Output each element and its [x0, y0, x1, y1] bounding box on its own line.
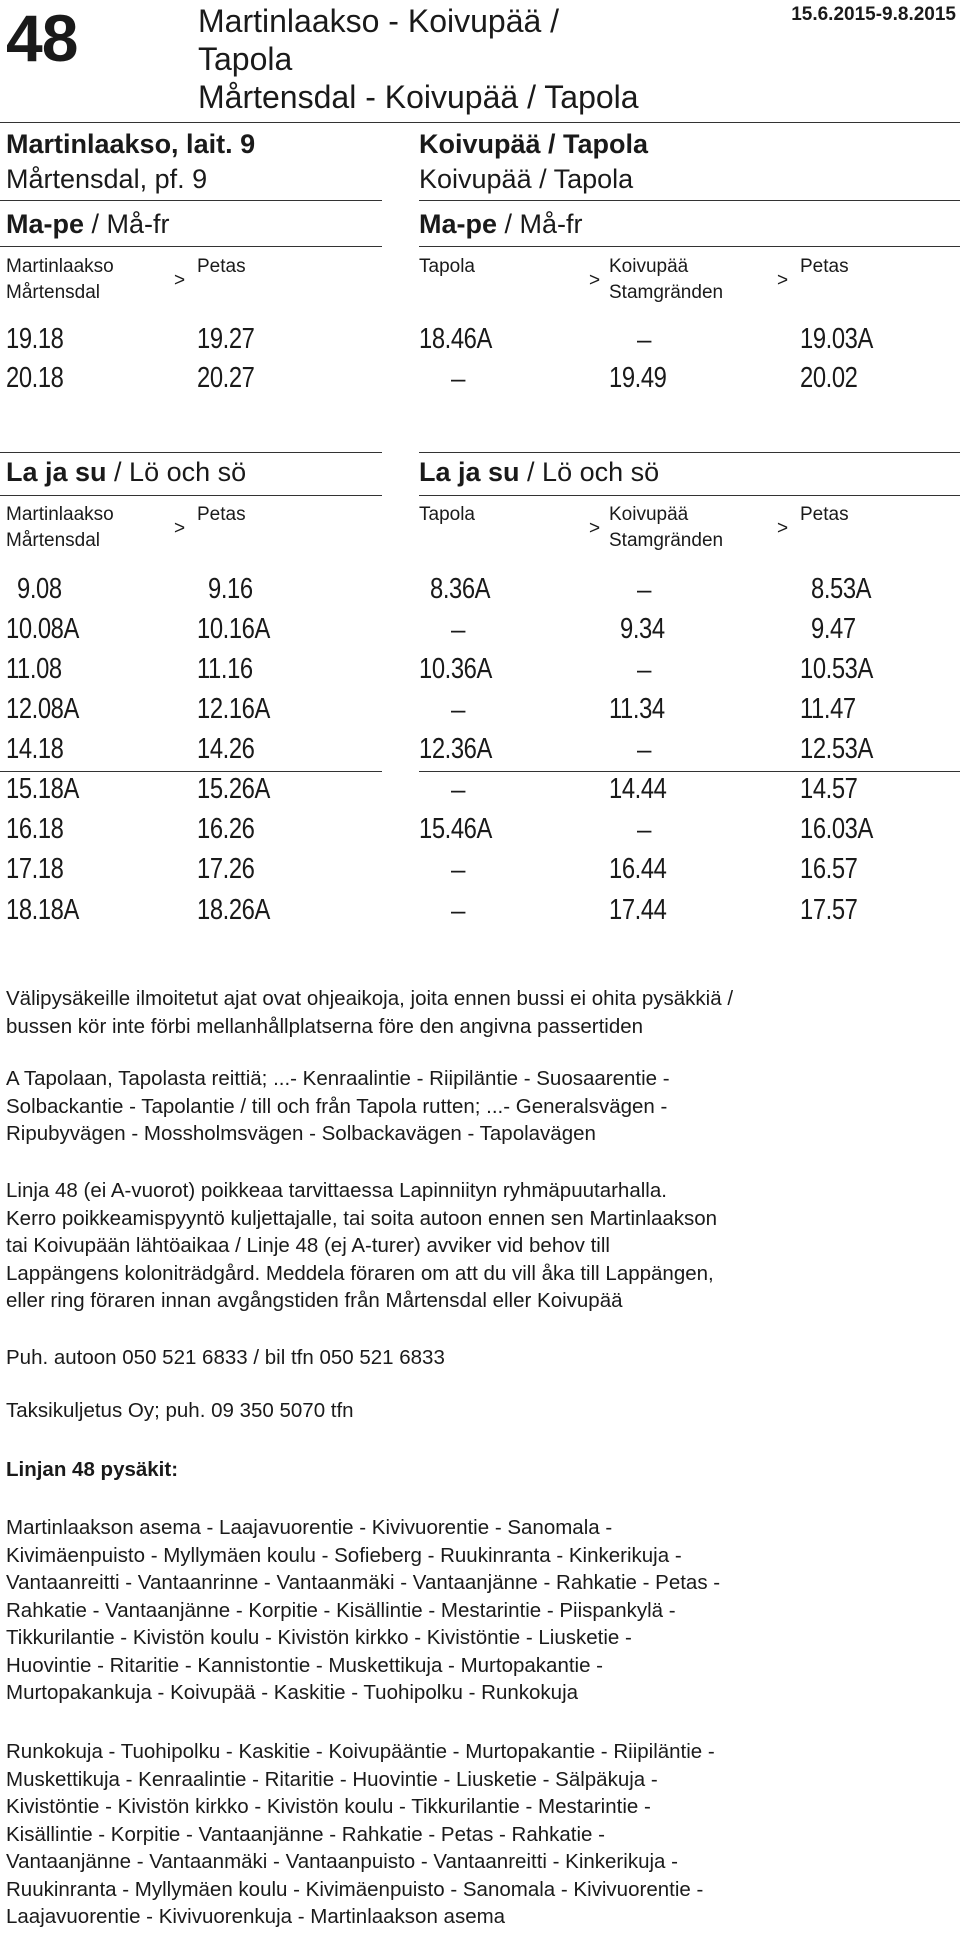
departure-time: 10.08A: [6, 613, 79, 645]
departure-time: 12.36A: [419, 733, 492, 765]
list-item: Laajavuorentie - Kivivuorenkuja - Martinlaakson asema: [6, 1905, 506, 1928]
col-header-koivupaa: Koivupää: [609, 504, 689, 525]
route-title-fi-line2: Tapola: [198, 41, 293, 77]
departure-time: 16.44: [609, 853, 667, 885]
departure-time: 14.18: [6, 733, 64, 765]
no-stop-dash: –: [637, 734, 652, 764]
col-header-koivupaa: Koivupää: [609, 256, 689, 277]
departure-time: 16.26: [197, 813, 255, 845]
departure-time: 18.18A: [6, 894, 79, 926]
note-line: Välipysäkeille ilmoitetut ajat ovat ohjeaikoja, joita ennen bussi ei ohita pysäkkiä /: [6, 987, 734, 1010]
note-on-demand-detour: [6, 1177, 717, 1315]
list-item: Rahkatie - Vantaanjänne - Korpitie - Kisällintie - Mestarintie - Piispankylä -: [6, 1598, 676, 1622]
no-stop-dash: –: [451, 363, 466, 393]
note-route-variant-a: [6, 1065, 670, 1148]
list-item: Vantaanreitti - Vantaanrinne - Vantaanmäki - Vantaanjänne - Rahkatie - Petas -: [6, 1571, 721, 1594]
departure-time: 14.57: [800, 773, 858, 805]
direction-divider-left: [0, 200, 382, 201]
departure-time: 8.53A: [811, 573, 872, 605]
stops-list-return: [6, 1738, 715, 1931]
route-title-fi-line1: Martinlaakso - Koivupää /: [198, 3, 560, 39]
departure-time: 11.47: [800, 693, 856, 725]
weekday-label-sv: / Må-fr: [497, 209, 583, 239]
note-line: Lappängens koloniträdgård. Meddela föraren om att du vill åka till Lappängen,: [6, 1261, 714, 1285]
list-item: Huovintie - Ritaritie - Kannistontie - Muskettikuja - Murtopakantie -: [6, 1653, 604, 1677]
list-item: Ruukinranta - Myllymäen koulu - Kivimäenpuisto - Sanomala - Kivivuorentie -: [6, 1877, 704, 1901]
note-line: A Tapolaan, Tapolasta reittiä; ...- Kenraalintie - Riipiläntie - Suosaarentie -: [6, 1067, 670, 1090]
no-stop-dash: –: [637, 814, 652, 844]
no-stop-dash: –: [637, 574, 652, 604]
list-item: Murtopakankuja - Koivupää - Kaskitie - Tuohipolku - Runkokuja: [6, 1681, 579, 1704]
departure-time: 17.44: [609, 894, 667, 926]
no-stop-dash: –: [451, 895, 466, 925]
departure-time: 11.16: [197, 653, 253, 685]
departure-time: 17.57: [800, 894, 858, 926]
header-divider: [0, 122, 960, 123]
col-header-petas: Petas: [197, 256, 246, 277]
departure-time: 19.03A: [800, 323, 873, 355]
departure-time: 11.08: [6, 653, 62, 685]
weekday-label-fi: Ma-pe: [419, 209, 498, 239]
departure-time: 12.08A: [6, 693, 79, 725]
direction-left-fi: Martinlaakso, lait. 9: [6, 129, 256, 159]
departure-time: 19.49: [609, 362, 667, 394]
departure-time: 10.53A: [800, 653, 873, 685]
col-header-martinlaakso: Martinlaakso: [6, 256, 114, 277]
departure-time: 9.08: [17, 573, 62, 605]
departure-time: 9.34: [620, 613, 665, 645]
departure-time: 20.18: [6, 362, 64, 394]
note-line: tai Koivupään lähtöaikaa / Linje 48 (ej A-turer) avviker vid behov till: [6, 1234, 610, 1257]
col-header-petas: Petas: [800, 504, 849, 525]
departure-time: 20.27: [197, 362, 255, 394]
arrow-icon: >: [174, 518, 186, 539]
departure-time: 16.03A: [800, 813, 873, 845]
operator-info: Taksikuljetus Oy; puh. 09 350 5070 tfn: [6, 1399, 354, 1422]
departure-time: 16.57: [800, 853, 858, 885]
departure-time: 17.18: [6, 853, 64, 885]
note-line: Ripubyvägen - Mossholmsvägen - Solbackavägen - Tapolavägen: [6, 1122, 596, 1145]
departure-time: 14.26: [197, 733, 255, 765]
afternoon-divider-right: [419, 771, 960, 772]
arrow-icon: >: [777, 270, 789, 291]
direction-right-sv: Koivupää / Tapola: [419, 164, 634, 194]
weekend-divider-left: [0, 495, 382, 496]
col-header-petas: Petas: [800, 256, 849, 277]
col-header-martensdal: Mårtensdal: [6, 530, 100, 551]
departure-time: 8.36A: [430, 573, 491, 605]
list-item: Runkokuja - Tuohipolku - Kaskitie - Koivupääntie - Murtopakantie - Riipiläntie -: [6, 1740, 715, 1763]
arrow-icon: >: [777, 518, 789, 539]
note-line: bussen kör inte förbi mellanhållplatserna före den angivna passertiden: [6, 1014, 644, 1038]
route-number: 48: [6, 1, 78, 75]
weekend-divider-top-right: [419, 452, 960, 453]
departure-time: 10.36A: [419, 653, 492, 685]
departure-time: 18.26A: [197, 894, 270, 926]
no-stop-dash: –: [637, 324, 652, 354]
col-header-tapola: Tapola: [419, 504, 475, 525]
direction-left-sv: Mårtensdal, pf. 9: [6, 164, 208, 194]
departure-time: 16.18: [6, 813, 64, 845]
arrow-icon: >: [589, 518, 601, 539]
weekend-label-fi: La ja su: [419, 457, 520, 487]
note-line: Kerro poikkeamispyyntö kuljettajalle, tai soita autoon ennen sen Martinlaakson: [6, 1206, 718, 1230]
departure-time: 12.53A: [800, 733, 873, 765]
weekend-label-sv: / Lö och sö: [106, 457, 247, 487]
no-stop-dash: –: [637, 654, 652, 684]
route-title-sv: Mårtensdal - Koivupää / Tapola: [198, 79, 639, 115]
list-item: Tikkurilantie - Kivistön koulu - Kivistön kirkko - Kivistöntie - Liusketie -: [6, 1626, 632, 1649]
list-item: Muskettikuja - Kenraalintie - Ritaritie - Huovintie - Liusketie - Sälpäkuja -: [6, 1767, 658, 1791]
departure-time: 14.44: [609, 773, 667, 805]
departure-time: 19.27: [197, 323, 255, 355]
note-line: Solbackantie - Tapolantie / till och från Tapola rutten; ...- Generalsvägen -: [6, 1094, 668, 1118]
weekday-label-left: [6, 208, 170, 240]
arrow-icon: >: [174, 270, 186, 291]
bus-phone: Puh. autoon 050 521 6833 / bil tfn 050 521 6833: [6, 1346, 445, 1369]
list-item: Kivimäenpuisto - Myllymäen koulu - Sofieberg - Ruukinranta - Kinkerikuja -: [6, 1543, 682, 1567]
departure-time: 17.26: [197, 853, 255, 885]
weekday-label-right: [419, 208, 583, 240]
stops-list-outbound: [6, 1514, 720, 1707]
no-stop-dash: –: [451, 694, 466, 724]
weekday-divider-left: [0, 246, 382, 247]
weekend-label-left: [6, 456, 246, 488]
list-item: Kisällintie - Korpitie - Vantaanjänne - Rahkatie - Petas - Rahkatie -: [6, 1822, 605, 1846]
weekend-divider-right: [419, 495, 960, 496]
note-line: eller ring föraren innan avgångstiden från Mårtensdal eller Koivupää: [6, 1289, 623, 1312]
note-line: Linja 48 (ei A-vuorot) poikkeaa tarvittaessa Lapinniityn ryhmäpuutarhalla.: [6, 1179, 667, 1202]
direction-divider-right: [419, 200, 960, 201]
validity-date-range: 15.6.2015-9.8.2015: [791, 4, 956, 25]
no-stop-dash: –: [451, 854, 466, 884]
note-passing-times: [6, 985, 733, 1040]
departure-time: 18.46A: [419, 323, 492, 355]
departure-time: 11.34: [609, 693, 665, 725]
weekday-divider-right: [419, 246, 960, 247]
col-header-stamgranden: Stamgränden: [609, 282, 724, 303]
departure-time: 12.16A: [197, 693, 270, 725]
weekend-label-sv: / Lö och sö: [519, 457, 660, 487]
weekend-label-right: [419, 456, 659, 488]
col-header-tapola: Tapola: [419, 256, 475, 277]
departure-time: 15.18A: [6, 773, 79, 805]
list-item: Martinlaakson asema - Laajavuorentie - Kivivuorentie - Sanomala -: [6, 1516, 613, 1539]
col-header-petas: Petas: [197, 504, 246, 525]
weekday-label-fi: Ma-pe: [6, 209, 85, 239]
weekday-label-sv: / Må-fr: [84, 209, 170, 239]
departure-time: 19.18: [6, 323, 64, 355]
weekend-divider-top-left: [0, 452, 382, 453]
stops-heading: Linjan 48 pysäkit:: [6, 1458, 179, 1481]
departure-time: 10.16A: [197, 613, 270, 645]
list-item: Vantaanjänne - Vantaanmäki - Vantaanpuisto - Vantaanreitti - Kinkerikuja -: [6, 1850, 678, 1873]
departure-time: 20.02: [800, 362, 858, 394]
col-header-martensdal: Mårtensdal: [6, 282, 100, 303]
col-header-stamgranden: Stamgränden: [609, 530, 724, 551]
departure-time: 9.16: [208, 573, 253, 605]
no-stop-dash: –: [451, 774, 466, 804]
arrow-icon: >: [589, 270, 601, 291]
direction-right-fi: Koivupää / Tapola: [419, 129, 649, 159]
departure-time: 9.47: [811, 613, 856, 645]
departure-time: 15.46A: [419, 813, 492, 845]
col-header-martinlaakso: Martinlaakso: [6, 504, 114, 525]
departure-time: 15.26A: [197, 773, 270, 805]
list-item: Kivistöntie - Kivistön kirkko - Kivistön koulu - Tikkurilantie - Mestarintie -: [6, 1795, 651, 1818]
no-stop-dash: –: [451, 614, 466, 644]
weekend-label-fi: La ja su: [6, 457, 107, 487]
